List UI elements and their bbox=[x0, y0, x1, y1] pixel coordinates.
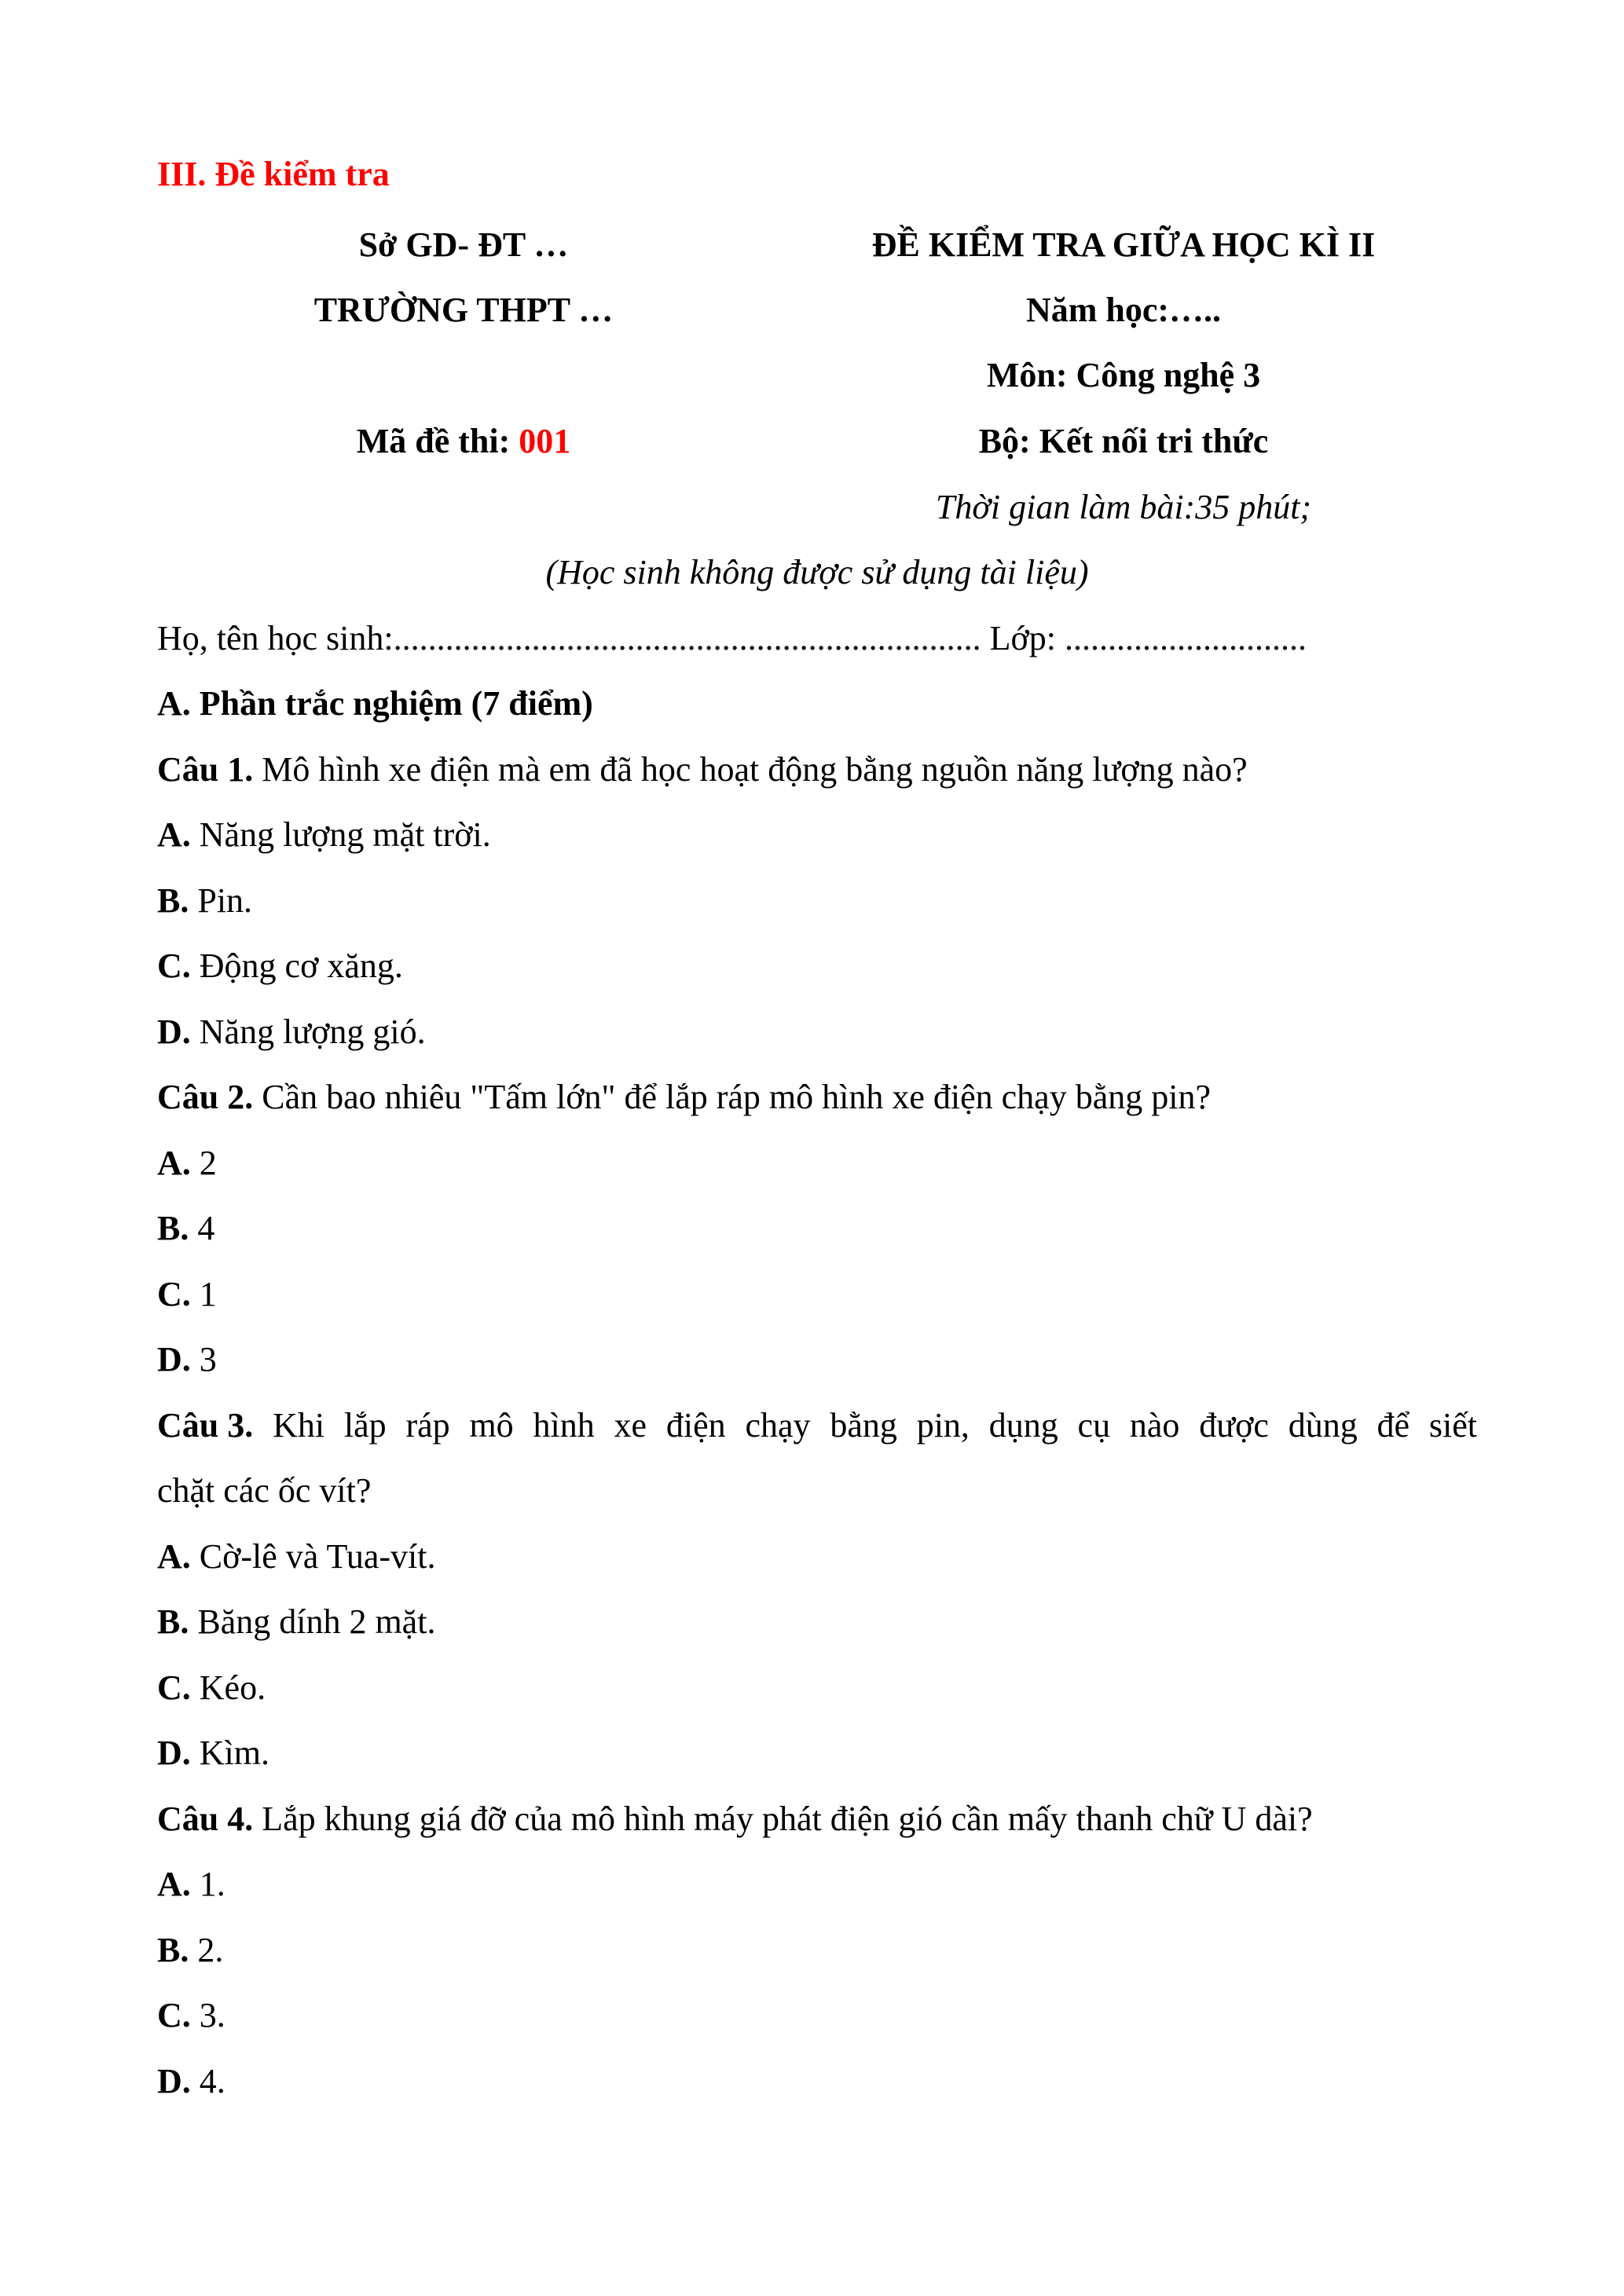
option-3b[interactable] bbox=[157, 1602, 436, 1641]
option-text: 1. bbox=[190, 1865, 225, 1903]
school-year: Năm học:….. bbox=[1025, 291, 1222, 329]
student-class-field[interactable]: Lớp: ............................ bbox=[989, 619, 1307, 657]
question-text: Lắp khung giá đỡ của mô hình máy phát điện gió cần mấy thanh chữ U dài? bbox=[253, 1800, 1313, 1838]
question-3-continued: chặt các ốc vít? bbox=[157, 1471, 372, 1510]
question-word: bằng bbox=[830, 1406, 897, 1445]
option-1a[interactable] bbox=[157, 815, 491, 854]
option-4d[interactable] bbox=[157, 2064, 225, 2099]
question-2 bbox=[157, 1080, 1211, 1115]
student-info bbox=[157, 621, 1307, 656]
department-label: Sở GD- ĐT … bbox=[358, 225, 569, 264]
question-label: Câu 2. bbox=[157, 1078, 254, 1116]
option-2a[interactable] bbox=[157, 1146, 217, 1181]
option-4a[interactable] bbox=[157, 1867, 225, 1902]
exam-code bbox=[157, 424, 770, 459]
option-3a[interactable] bbox=[157, 1537, 436, 1576]
question-word: Khi bbox=[273, 1406, 325, 1445]
question-word: chạy bbox=[745, 1406, 811, 1445]
option-1c[interactable] bbox=[157, 949, 403, 983]
option-key: B. bbox=[157, 1209, 189, 1247]
exam-code-label: Mã đề thi: bbox=[356, 422, 519, 460]
notice: (Học sinh không được sử dụng tài liệu) bbox=[545, 553, 1089, 591]
question-word: được bbox=[1199, 1406, 1269, 1445]
option-text: Pin. bbox=[189, 881, 253, 920]
question-word: mô bbox=[469, 1406, 514, 1445]
book-series: Bộ: Kết nối tri thức bbox=[978, 422, 1269, 460]
school-label: TRƯỜNG THPT … bbox=[313, 291, 614, 329]
option-text: 2. bbox=[189, 1931, 224, 1969]
option-text: 3. bbox=[190, 1996, 225, 2034]
option-2d[interactable] bbox=[157, 1342, 217, 1377]
question-label: Câu 3. bbox=[157, 1406, 254, 1445]
question-word: ráp bbox=[405, 1406, 450, 1445]
section-title: III. Đề kiểm tra bbox=[157, 155, 390, 193]
student-name-field[interactable]: Họ, tên học sinh:.................................................................... bbox=[157, 619, 981, 657]
option-4b[interactable] bbox=[157, 1933, 223, 1968]
question-word: dụng bbox=[988, 1406, 1058, 1445]
option-key: A. bbox=[157, 1144, 191, 1182]
option-key: C. bbox=[157, 1275, 191, 1313]
option-key: D. bbox=[157, 1340, 191, 1379]
question-text: Mô hình xe điện mà em đã học hoạt động bằng nguồn năng lượng nào? bbox=[253, 750, 1248, 789]
option-text: Năng lượng gió. bbox=[190, 1013, 426, 1051]
option-text: Kìm. bbox=[190, 1734, 270, 1772]
question-label: Câu 4. bbox=[157, 1800, 254, 1838]
option-text: 4 bbox=[189, 1209, 215, 1247]
option-text: Kéo. bbox=[190, 1668, 266, 1707]
exam-title: ĐỀ KIỂM TRA GIỮA HỌC KÌ II bbox=[871, 225, 1376, 264]
question-word: siết bbox=[1428, 1406, 1477, 1445]
option-key: C. bbox=[157, 947, 191, 985]
duration: Thời gian làm bài:35 phút; bbox=[935, 488, 1312, 526]
option-key: A. bbox=[157, 1537, 191, 1576]
question-word: xe bbox=[614, 1406, 647, 1445]
question-3 bbox=[157, 1408, 1477, 1443]
option-text: 4. bbox=[190, 2062, 225, 2100]
option-key: B. bbox=[157, 1931, 189, 1969]
option-1b[interactable] bbox=[157, 881, 253, 920]
exam-code-value: 001 bbox=[519, 422, 571, 460]
option-text: Năng lượng mặt trời. bbox=[190, 815, 491, 854]
question-word: cụ bbox=[1077, 1406, 1111, 1445]
question-word: pin, bbox=[916, 1406, 970, 1445]
option-text: Băng dính 2 mặt. bbox=[189, 1602, 436, 1641]
question-word: điện bbox=[665, 1406, 726, 1445]
option-3c[interactable] bbox=[157, 1668, 266, 1707]
question-1 bbox=[157, 750, 1248, 789]
option-key: C. bbox=[157, 1996, 191, 2034]
option-3d[interactable] bbox=[157, 1736, 269, 1771]
option-key: D. bbox=[157, 1734, 191, 1772]
option-key: A. bbox=[157, 815, 191, 854]
question-4 bbox=[157, 1802, 1313, 1836]
question-word: hình bbox=[533, 1406, 595, 1445]
question-word: nào bbox=[1129, 1406, 1180, 1445]
option-key: C. bbox=[157, 1668, 191, 1707]
subject: Môn: Công nghệ 3 bbox=[986, 356, 1261, 394]
question-word: lắp bbox=[343, 1406, 387, 1445]
option-text: Động cơ xăng. bbox=[190, 947, 403, 985]
option-key: D. bbox=[157, 2062, 191, 2100]
option-4c[interactable] bbox=[157, 1998, 225, 2033]
option-key: D. bbox=[157, 1013, 191, 1051]
question-label: Câu 1. bbox=[157, 750, 254, 789]
option-text: 2 bbox=[190, 1144, 217, 1182]
question-word: để bbox=[1377, 1406, 1410, 1445]
option-key: A. bbox=[157, 1865, 191, 1903]
option-key: B. bbox=[157, 1602, 189, 1641]
option-text: Cờ-lê và Tua-vít. bbox=[190, 1537, 436, 1576]
option-text: 3 bbox=[190, 1340, 217, 1379]
option-1d[interactable] bbox=[157, 1015, 426, 1049]
option-2c[interactable] bbox=[157, 1277, 217, 1312]
option-text: 1 bbox=[190, 1275, 217, 1313]
option-key: B. bbox=[157, 881, 189, 920]
question-word: dùng bbox=[1288, 1406, 1358, 1445]
option-2b[interactable] bbox=[157, 1211, 214, 1246]
part-a-title: A. Phần trắc nghiệm (7 điểm) bbox=[157, 684, 593, 723]
question-text: Cần bao nhiêu "Tấm lớn" để lắp ráp mô hình xe điện chạy bằng pin? bbox=[253, 1078, 1211, 1116]
